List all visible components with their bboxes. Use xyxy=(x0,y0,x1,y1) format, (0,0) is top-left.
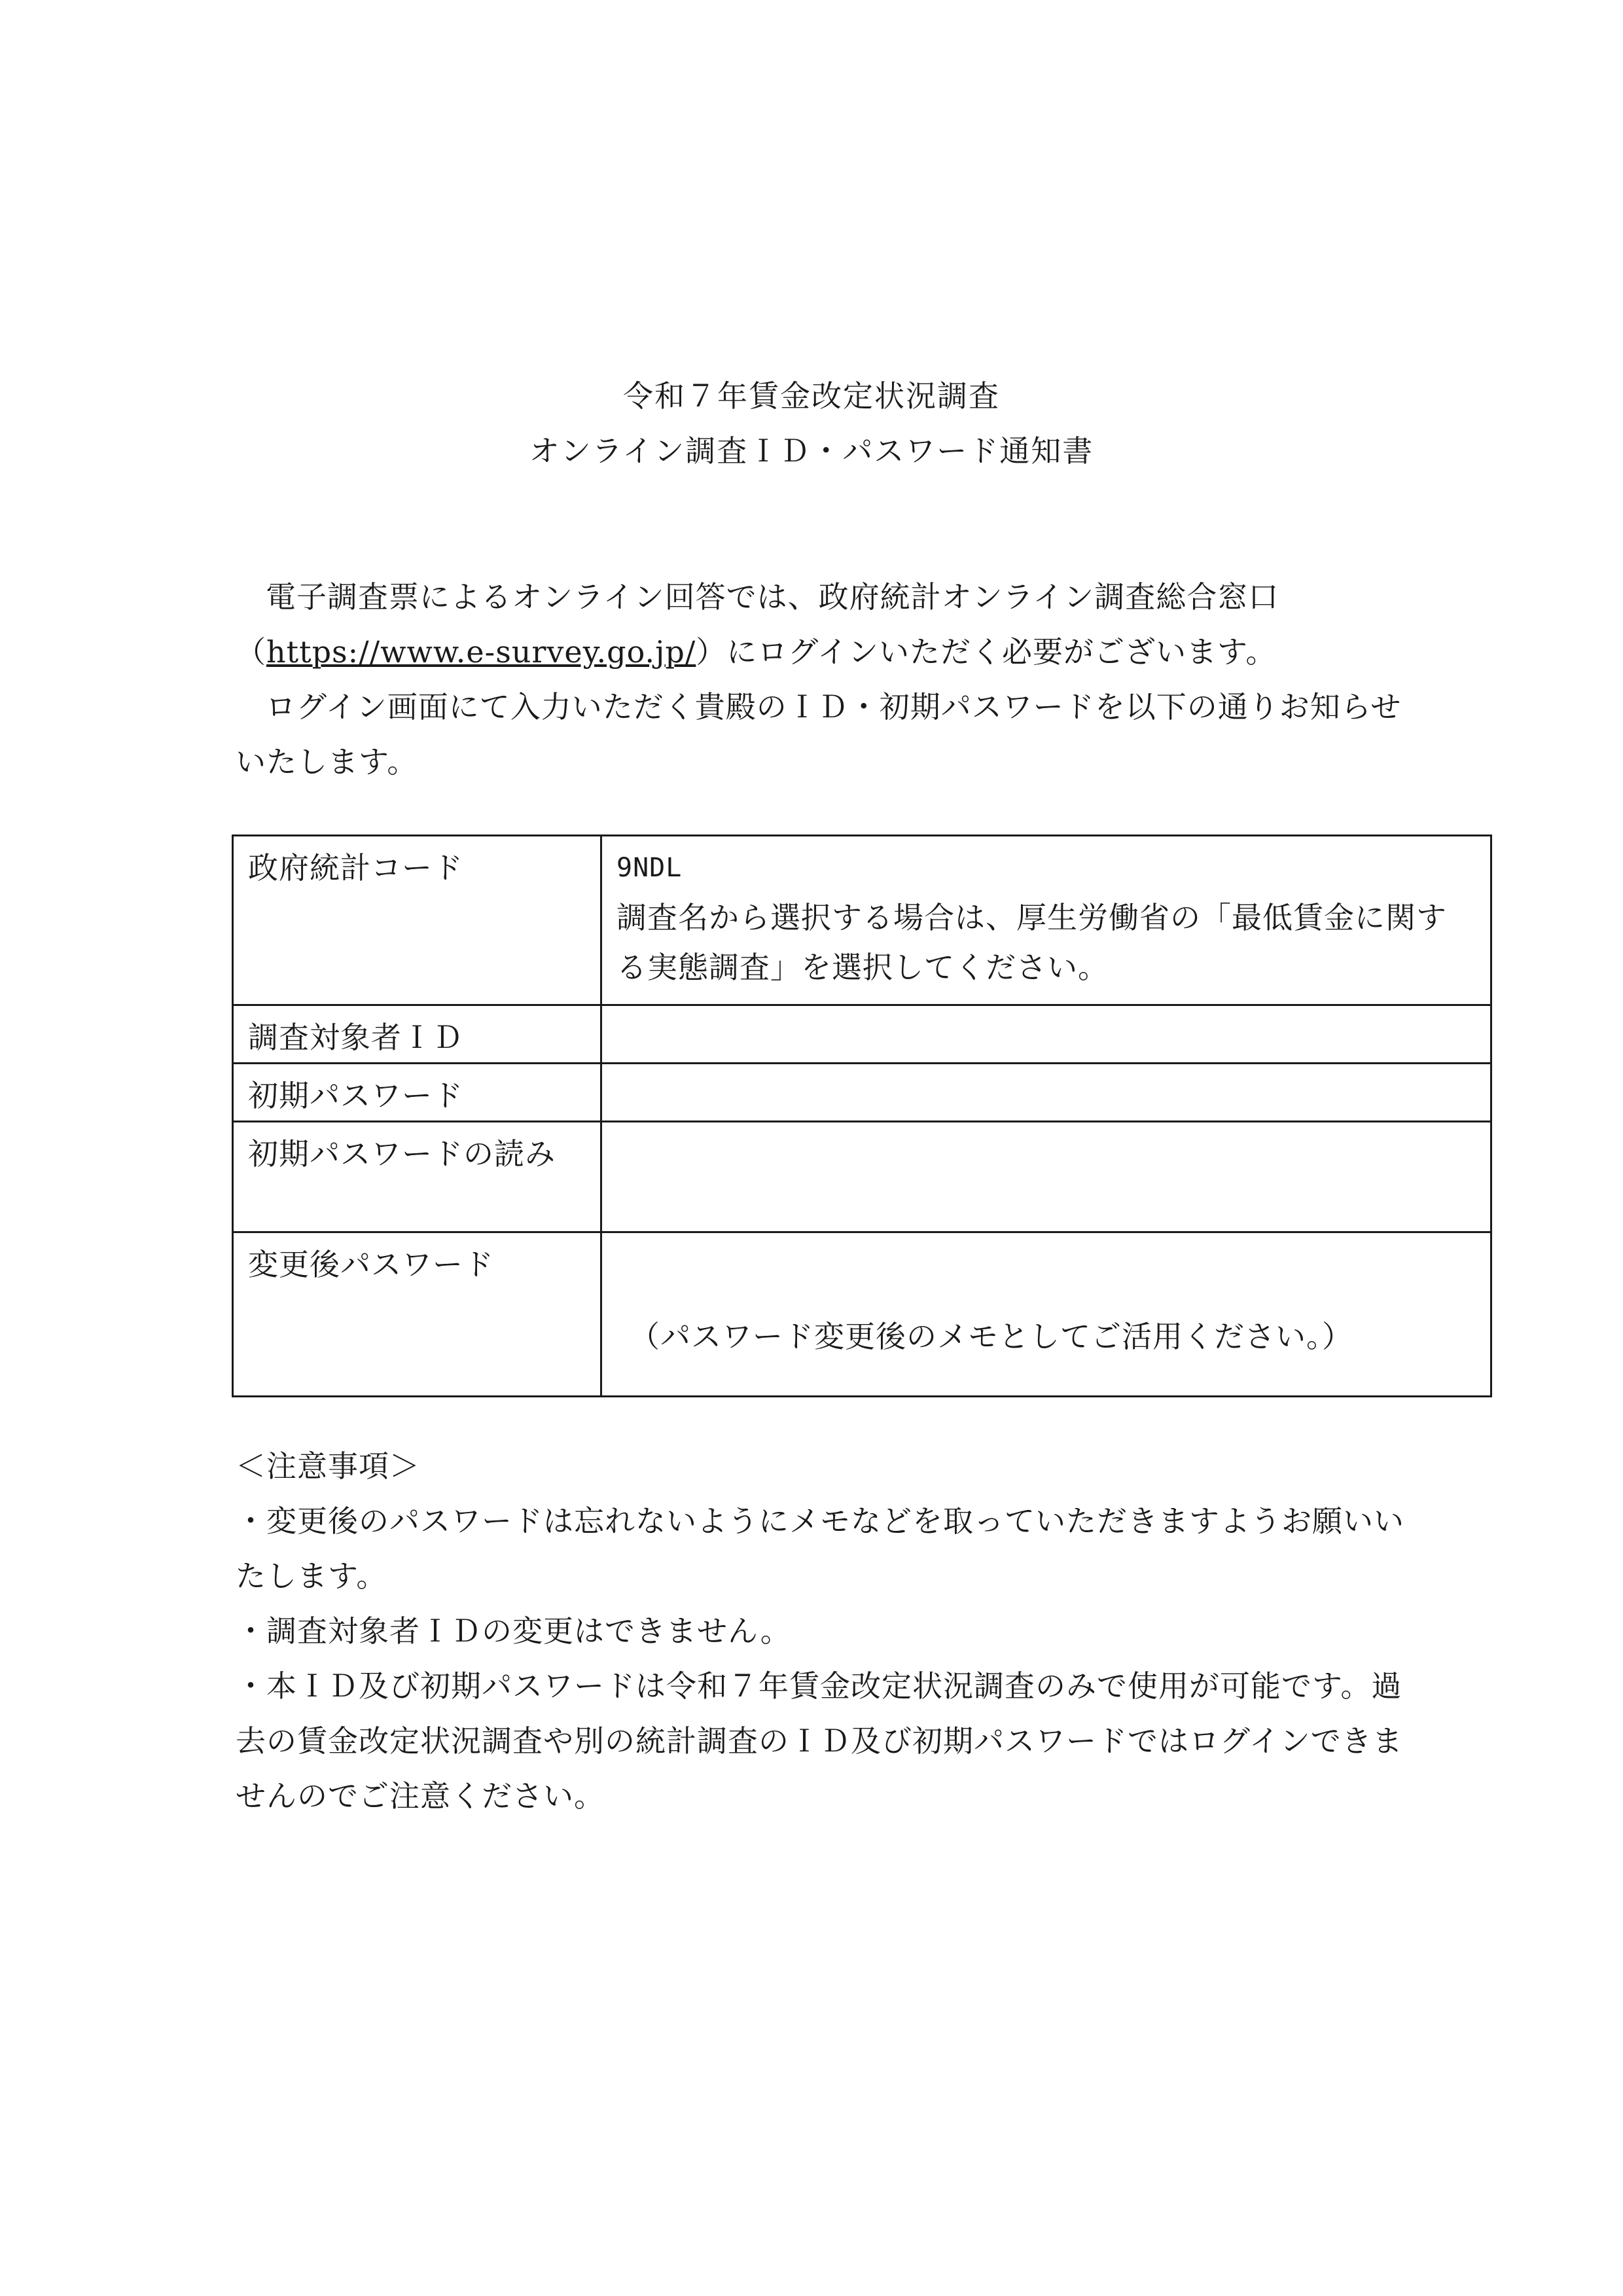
row-value-initial-password xyxy=(601,1064,1491,1122)
statistics-code: 9NDL xyxy=(616,853,683,883)
note-item: ・本ＩＤ及び初期パスワードは令和７年賃金改定状況調査のみで使用が可能です。過去の賃金改定状況調査や別の統計調査のＩＤ及び初期パスワードではログインできませんのでご注意ください。 xyxy=(236,1668,1403,1814)
credentials-table xyxy=(232,834,1492,1397)
survey-portal-link[interactable]: https://www.e-survey.go.jp/ xyxy=(266,634,696,670)
row-label-respondent-id: 調査対象者ＩＤ xyxy=(233,1005,601,1064)
document-subtitle: オンライン調査ＩＤ・パスワード通知書 xyxy=(529,433,1094,469)
row-label-initial-password: 初期パスワード xyxy=(233,1064,601,1122)
intro-text-after-url: ）にログインいただく必要がございます。 xyxy=(696,634,1277,670)
table-row xyxy=(233,836,1491,1005)
notes-heading: ＜注意事項＞ xyxy=(236,1448,420,1484)
intro-section xyxy=(236,569,1414,789)
table-row xyxy=(233,1122,1491,1232)
row-value-respondent-id xyxy=(601,1005,1491,1064)
changed-password-memo-note: （パスワード変更後のメモとしてご活用ください。） xyxy=(630,1319,1353,1354)
document-title: 令和７年賃金改定状況調査 xyxy=(623,378,1000,414)
table-row xyxy=(233,1005,1491,1064)
row-value-changed-password xyxy=(601,1232,1491,1397)
note-item: ・変更後のパスワードは忘れないようにメモなどを取っていただきますようお願いいたします。 xyxy=(236,1503,1404,1594)
intro-paragraph-2: ログイン画面にて入力いただく貴殿のＩＤ・初期パスワードを以下の通りお知らせいたします。 xyxy=(236,689,1402,780)
row-label-government-statistics-code: 政府統計コード xyxy=(233,836,601,1005)
note-item: ・調査対象者ＩＤの変更はできません。 xyxy=(236,1613,791,1649)
intro-paragraph-1 xyxy=(236,569,1414,679)
row-value-initial-password-reading xyxy=(601,1122,1491,1232)
table-row xyxy=(233,1064,1491,1122)
row-label-initial-password-reading: 初期パスワードの読み xyxy=(233,1122,601,1232)
intro-text-before-url: 電子調査票によるオンライン回答では、政府統計オンライン調査総合窓口（ xyxy=(236,579,1279,670)
notes-section xyxy=(236,1439,1414,1823)
row-value-government-statistics-code xyxy=(601,836,1491,1005)
table-row xyxy=(233,1232,1491,1397)
row-label-changed-password: 変更後パスワード xyxy=(233,1232,601,1397)
code-selection-instruction: 調査名から選択する場合は、厚生労働省の「最低賃金に関する実態調査」を選択してください。 xyxy=(616,900,1447,985)
